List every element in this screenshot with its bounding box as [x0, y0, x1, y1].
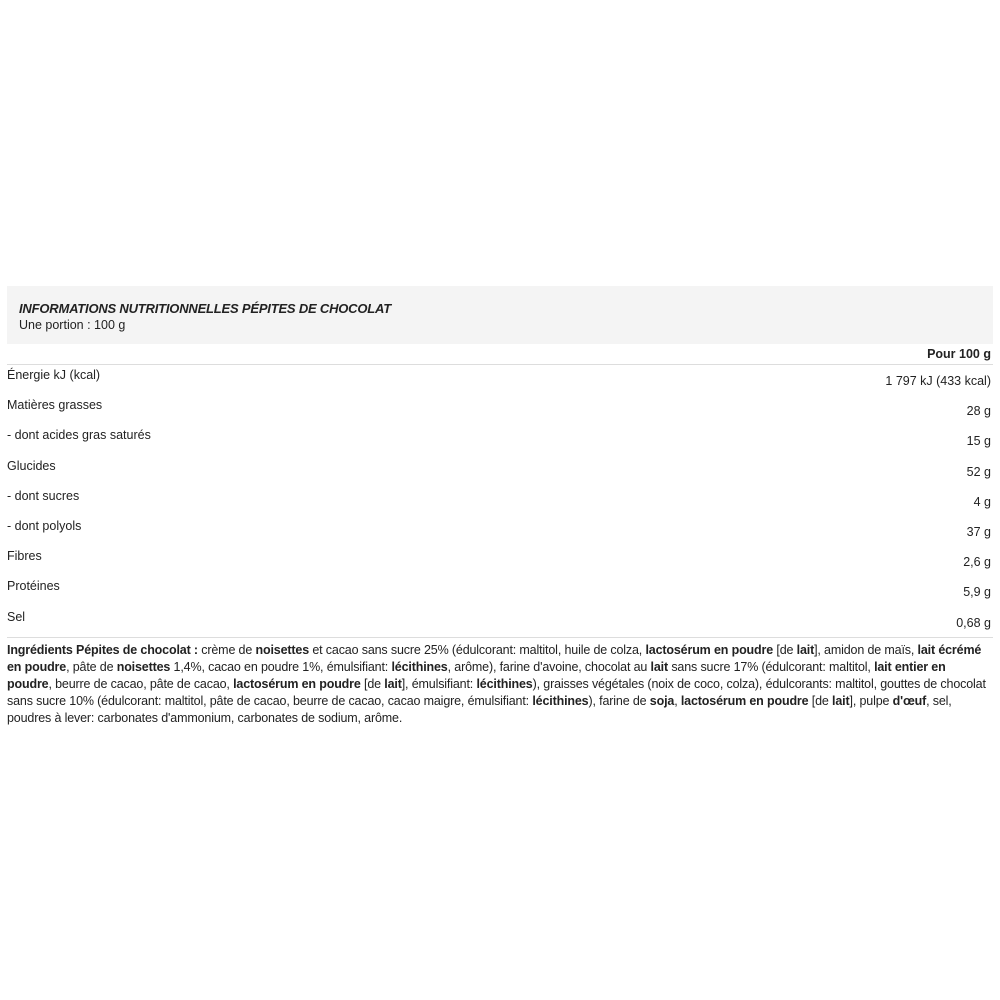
ingredient-text: sans sucre 17% (édulcorant: maltitol, — [668, 659, 875, 674]
ingredient-text: , arôme), farine d'avoine, chocolat au — [447, 659, 651, 674]
ingredient-text: et cacao sans sucre 25% (édulcorant: maltitol, huile de colza, — [309, 642, 646, 657]
nutrient-value: 4 g — [973, 494, 991, 509]
nutrient-label: - dont polyols — [7, 518, 82, 533]
nutrient-label: - dont sucres — [7, 488, 80, 503]
nutrient-label: Protéines — [7, 579, 60, 594]
ingredient-text: ), graisses végétales (noix de coco, colza), édulcorants: maltitol, gouttes de chocolat sans sucre 10% (édulcorant: maltitol, pâte de cacao, beurre de cacao, cacao maigre, émulsifiant: — [7, 676, 986, 708]
ingredient-text: ], émulsifiant: — [401, 676, 477, 691]
ingredient-text: , pâte de — [66, 659, 117, 674]
nutrient-value: 15 g — [966, 434, 991, 449]
ingredient-text: ], amidon de maïs, — [814, 642, 918, 657]
ingredient-highlight: d'œuf — [892, 693, 927, 708]
ingredient-text: crème de — [197, 642, 256, 657]
nutrition-header — [7, 286, 993, 344]
ingredient-text: ], pulpe — [849, 693, 893, 708]
table-row — [7, 607, 993, 638]
nutrient-label: Matières grasses — [7, 398, 103, 413]
ingredient-text: , — [674, 693, 681, 708]
nutrient-value: 1 797 kJ (433 kcal) — [885, 374, 991, 388]
ingredient-text: 1,4%, cacao en poudre 1%, émulsifiant: — [170, 659, 392, 674]
table-row — [7, 516, 993, 546]
nutrient-label: Fibres — [7, 549, 42, 564]
table-row — [7, 546, 993, 576]
nutrient-value: 52 g — [966, 464, 991, 479]
nutrient-value: 5,9 g — [963, 585, 991, 600]
ingredient-highlight: lécithines — [476, 676, 533, 691]
ingredient-text: [de — [808, 693, 833, 708]
table-row — [7, 456, 993, 486]
ingredient-highlight: Ingrédients Pépites de chocolat : — [7, 642, 198, 657]
nutrient-value: 0,68 g — [956, 615, 991, 630]
table-row — [7, 576, 993, 606]
table-row — [7, 425, 993, 455]
nutrition-table — [7, 365, 993, 638]
ingredient-highlight: noisettes — [116, 659, 171, 674]
ingredients-text — [7, 638, 993, 727]
nutrient-label: Sel — [7, 609, 26, 624]
ingredient-text: [de — [360, 676, 385, 691]
column-header-per-100g: Pour 100 g — [7, 344, 993, 365]
table-row — [7, 486, 993, 516]
ingredient-highlight: lait écrémé en poudre — [7, 642, 982, 674]
ingredient-highlight: lait — [384, 676, 402, 691]
ingredient-highlight: lait — [796, 642, 815, 657]
ingredient-highlight: lait — [832, 693, 850, 708]
ingredient-highlight: lactosérum en poudre — [233, 676, 361, 691]
nutrition-panel — [7, 286, 993, 727]
ingredient-highlight: noisettes — [255, 642, 310, 657]
ingredient-highlight: lactosérum en poudre — [645, 642, 774, 657]
ingredient-highlight: lécithines — [391, 659, 448, 674]
nutrient-value: 2,6 g — [963, 555, 991, 570]
ingredient-text: [de — [773, 642, 797, 657]
portion-size: Une portion : 100 g — [19, 318, 126, 332]
ingredient-highlight: soja — [649, 693, 675, 708]
page-title: INFORMATIONS NUTRITIONNELLES PÉPITES DE CHOCOLAT — [19, 301, 391, 316]
ingredient-text: , beurre de cacao, pâte de cacao, — [48, 676, 234, 691]
ingredient-highlight: lait entier en poudre — [7, 659, 946, 691]
ingredient-highlight: lait — [650, 659, 668, 674]
nutrient-value: 28 g — [966, 404, 991, 419]
nutrient-label: - dont acides gras saturés — [7, 428, 151, 443]
nutrient-label: Glucides — [7, 458, 56, 473]
ingredient-text: , sel, poudres à lever: carbonates d'ammonium, carbonates de sodium, arôme. — [7, 693, 952, 725]
nutrient-value: 37 g — [966, 524, 991, 539]
ingredient-text: ), farine de — [588, 693, 650, 708]
table-row — [7, 365, 993, 395]
ingredient-highlight: lécithines — [532, 693, 589, 708]
table-row — [7, 395, 993, 425]
ingredient-highlight: lactosérum en poudre — [680, 693, 809, 708]
nutrient-label: Énergie kJ (kcal) — [7, 368, 101, 382]
